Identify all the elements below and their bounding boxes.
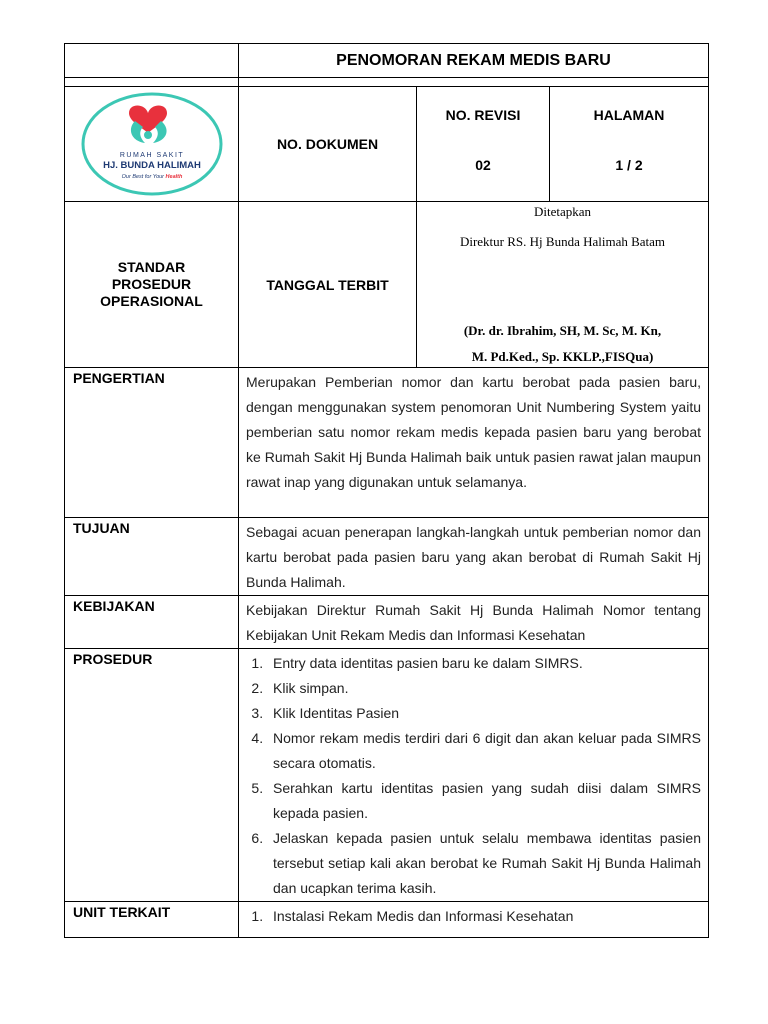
signer-line2: M. Pd.Ked., Sp. KKLP.,FISQua)	[471, 349, 654, 364]
halaman-cell	[550, 87, 709, 202]
unit-terkait-list	[246, 904, 701, 929]
logo-top-spacer	[65, 78, 239, 87]
pengertian-text: Merupakan Pemberian nomor dan kartu berobat pada pasien baru, dengan menggunakan system penomoran Unit Numbering System yaitu pemberian satu nomor rekam medis kepada pasien baru yang berobat ke Rumah Sakit Hj Bunda Halimah baik untuk pasien rawat jalan maupun rawat inap yang digunakan untuk selamanya.	[239, 368, 709, 518]
title-spacer	[239, 78, 709, 87]
ditetapkan-text: Ditetapkan	[533, 204, 592, 219]
sop-document	[64, 43, 708, 938]
sop-table	[64, 43, 709, 938]
direktur-text: Direktur RS. Hj Bunda Halimah Batam	[459, 234, 666, 249]
unit-terkait-label: UNIT TERKAIT	[65, 902, 239, 938]
prosedur-list	[246, 651, 701, 901]
hospital-logo	[79, 91, 225, 197]
list-item: 6. Jelaskan kepada pasien untuk selalu membawa identitas pasien tersebut setiap kali akan berobat ke Rumah Sakit Hj Bunda Halimah dan ucapkan terima kasih.	[267, 826, 701, 901]
logo-tagline: Our Best for Your Health	[121, 174, 182, 180]
list-item: 1. Entry data identitas pasien baru ke dalam SIMRS.	[267, 651, 701, 676]
signer-line1: (Dr. dr. Ibrahim, SH, M. Sc, M. Kn,	[463, 323, 662, 338]
tujuan-label: TUJUAN	[65, 518, 239, 596]
unit-terkait-cell	[239, 902, 709, 938]
no-revisi-value: 02	[475, 157, 491, 173]
list-item: 2. Klik simpan.	[267, 676, 701, 701]
logo-cell	[65, 87, 239, 202]
prosedur-label: PROSEDUR	[65, 649, 239, 902]
logo-line2: HJ. BUNDA HALIMAH	[102, 160, 201, 171]
sop-title: STANDAR PROSEDUR OPERASIONAL	[65, 202, 239, 368]
kebijakan-text: Kebijakan Direktur Rumah Sakit Hj Bunda Halimah Nomor tentang Kebijakan Unit Rekam Medis dan Informasi Kesehatan	[239, 596, 709, 649]
list-item: 5. Serahkan kartu identitas pasien yang sudah diisi dalam SIMRS kepada pasien.	[267, 776, 701, 826]
halaman-value: 1 / 2	[615, 157, 643, 173]
person-head-icon	[144, 131, 152, 139]
logo-top-cell	[65, 44, 239, 78]
prosedur-cell	[239, 649, 709, 902]
pengertian-label: PENGERTIAN	[65, 368, 239, 518]
list-item: 3. Klik Identitas Pasien	[267, 701, 701, 726]
document-title: PENOMORAN REKAM MEDIS BARU	[239, 44, 709, 78]
kebijakan-label: KEBIJAKAN	[65, 596, 239, 649]
list-item: 4. Nomor rekam medis terdiri dari 6 digit dan akan keluar pada SIMRS secara otomatis.	[267, 726, 701, 776]
tujuan-text: Sebagai acuan penerapan langkah-langkah untuk pemberian nomor dan kartu berobat pada pasien baru yang akan berobat di Rumah Sakit Hj Bunda Halimah.	[239, 518, 709, 596]
no-dokumen-label: NO. DOKUMEN	[239, 87, 417, 202]
logo-line1: RUMAH SAKIT	[119, 152, 184, 159]
list-item: 1. Instalasi Rekam Medis dan Informasi Kesehatan	[267, 904, 701, 929]
halaman-label: HALAMAN	[593, 107, 665, 123]
approval-cell	[417, 202, 709, 368]
tanggal-terbit-label: TANGGAL TERBIT	[239, 202, 417, 368]
revisi-cell	[417, 87, 550, 202]
no-revisi-label: NO. REVISI	[445, 107, 521, 123]
